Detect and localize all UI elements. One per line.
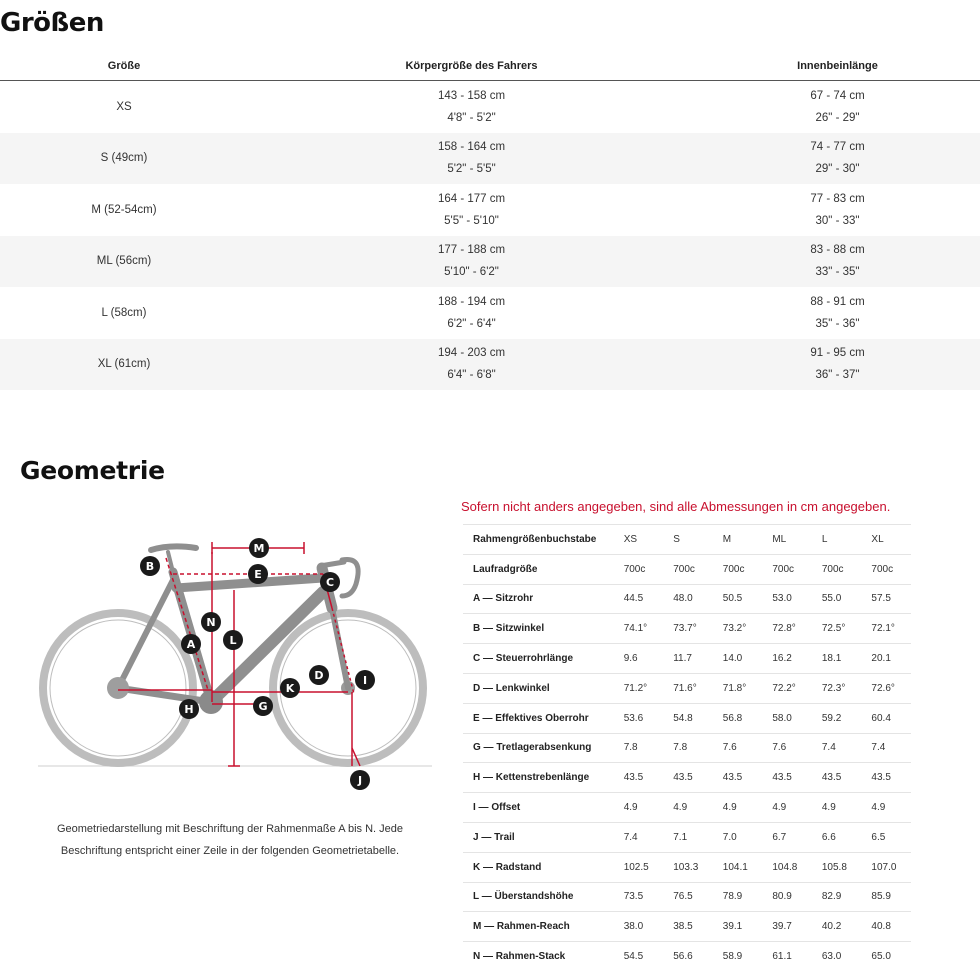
geometry-value: 60.4 — [861, 703, 911, 733]
header-inseam: Innenbeinlänge — [695, 52, 980, 81]
geometry-value: 59.2 — [812, 703, 862, 733]
geometry-value: 72.8° — [762, 614, 812, 644]
geometry-value: 72.1° — [861, 614, 911, 644]
rider-height-cm: 158 - 164 cm — [437, 141, 506, 154]
header-rider-height: Körpergröße des Fahrers — [248, 52, 695, 81]
geometry-row — [463, 554, 911, 584]
header-size: Größe — [0, 52, 248, 81]
geometry-value: 7.6 — [713, 733, 763, 763]
size-table-header — [0, 52, 980, 81]
rider-height-cell — [248, 133, 695, 185]
cassette — [107, 677, 129, 699]
geometry-value: 57.5 — [861, 584, 911, 614]
geometry-value: 40.2 — [812, 912, 862, 942]
geometry-value: 11.7 — [663, 644, 713, 674]
geometry-value: 43.5 — [713, 763, 763, 793]
geometry-value: 4.9 — [812, 793, 862, 823]
geometry-value: 38.0 — [614, 912, 664, 942]
size-table-body — [0, 81, 980, 391]
geometry-value: 76.5 — [663, 882, 713, 912]
svg-text:D: D — [314, 669, 324, 682]
geometry-row — [463, 614, 911, 644]
geometry-value: 73.5 — [614, 882, 664, 912]
geometry-value: 104.1 — [713, 852, 763, 882]
geometry-row-label: A — Sitzrohr — [463, 584, 614, 614]
rider-height-cm: 188 - 194 cm — [437, 295, 506, 308]
label-g-icon — [253, 696, 273, 716]
size-label: XS — [116, 100, 132, 113]
inseam-in: 26" - 29" — [815, 111, 860, 124]
geometry-row-label: D — Lenkwinkel — [463, 673, 614, 703]
geometry-value: 43.5 — [663, 763, 713, 793]
size-row — [0, 133, 980, 185]
geometry-value: 43.5 — [762, 763, 812, 793]
geometry-value: 105.8 — [812, 852, 862, 882]
geometry-row — [463, 822, 911, 852]
geometry-value: 6.5 — [861, 822, 911, 852]
svg-text:G: G — [258, 700, 268, 713]
geometry-value: 6.6 — [812, 822, 862, 852]
rider-height-cm: 177 - 188 cm — [437, 244, 506, 257]
label-n-icon — [201, 612, 221, 632]
column-size: ML — [762, 525, 812, 555]
svg-text:K: K — [285, 682, 295, 695]
geometry-value: 54.5 — [614, 942, 664, 971]
geometry-row — [463, 733, 911, 763]
inseam-cm: 88 - 91 cm — [810, 295, 865, 308]
geometry-value: 80.9 — [762, 882, 812, 912]
geometry-row — [463, 852, 911, 882]
geometry-value: 700c — [663, 554, 713, 584]
geometry-value: 74.1° — [614, 614, 664, 644]
label-j-icon — [350, 770, 370, 790]
caption-line-2: Beschriftung entspricht einer Zeile in der folgenden Geometrietabelle. — [60, 845, 400, 857]
geometry-value: 50.5 — [713, 584, 763, 614]
size-row — [0, 287, 980, 339]
geometry-value: 7.8 — [663, 733, 713, 763]
geometry-value: 102.5 — [614, 852, 664, 882]
bike-geometry-diagram — [36, 530, 436, 800]
label-b-icon — [140, 556, 160, 576]
size-cell — [0, 133, 248, 185]
inseam-cell — [695, 184, 980, 236]
size-label: XL (61cm) — [97, 358, 151, 371]
geometry-row-label: N — Rahmen-Stack — [463, 942, 614, 971]
inseam-cell — [695, 133, 980, 185]
inseam-cell — [695, 236, 980, 288]
sizes-title: Größen — [0, 8, 104, 38]
column-size: S — [663, 525, 713, 555]
geometry-row-label: G — Tretlagerabsenkung — [463, 733, 614, 763]
column-size: L — [812, 525, 862, 555]
geometry-row-label: E — Effektives Oberrohr — [463, 703, 614, 733]
geometry-value: 61.1 — [762, 942, 812, 971]
geometry-value: 20.1 — [861, 644, 911, 674]
inseam-in: 30" - 33" — [815, 214, 860, 227]
geometry-row-label: L — Überstandshöhe — [463, 882, 614, 912]
geometry-value: 43.5 — [614, 763, 664, 793]
label-h-icon — [179, 699, 199, 719]
geometry-value: 82.9 — [812, 882, 862, 912]
rider-height-cm: 143 - 158 cm — [437, 89, 506, 102]
size-cell — [0, 287, 248, 339]
geometry-table-body — [463, 525, 911, 971]
rider-height-ft: 5'2" - 5'5" — [447, 163, 496, 176]
geometry-row — [463, 763, 911, 793]
geometry-value: 55.0 — [812, 584, 862, 614]
rider-height-cell — [248, 339, 695, 391]
geometry-value: 58.9 — [713, 942, 763, 971]
inseam-cm: 91 - 95 cm — [810, 347, 865, 360]
rider-height-cell — [248, 236, 695, 288]
size-cell — [0, 81, 248, 133]
geometry-row — [463, 673, 911, 703]
label-a-icon — [181, 634, 201, 654]
geometry-value: 9.6 — [614, 644, 664, 674]
geometry-value: 40.8 — [861, 912, 911, 942]
geometry-value: 53.0 — [762, 584, 812, 614]
geometry-value: 73.7° — [663, 614, 713, 644]
geometry-row-label: C — Steuerrohrlänge — [463, 644, 614, 674]
size-table — [0, 52, 980, 390]
geometry-header-label: Rahmengrößenbuchstabe — [463, 525, 614, 555]
svg-text:M: M — [253, 542, 265, 555]
svg-text:N: N — [206, 616, 216, 629]
size-row — [0, 184, 980, 236]
size-label: L (58cm) — [101, 306, 147, 319]
geometry-value: 39.1 — [713, 912, 763, 942]
geometry-row — [463, 912, 911, 942]
column-size: XL — [861, 525, 911, 555]
crank — [199, 690, 223, 714]
geometry-value: 700c — [614, 554, 664, 584]
label-c-icon — [320, 572, 340, 592]
column-size: M — [713, 525, 763, 555]
geometry-row-label: I — Offset — [463, 793, 614, 823]
geometry-row — [463, 584, 911, 614]
inseam-in: 33" - 35" — [815, 266, 860, 279]
geometry-value: 4.9 — [614, 793, 664, 823]
svg-text:B: B — [145, 560, 155, 573]
geometry-value: 72.3° — [812, 673, 862, 703]
geometry-value: 54.8 — [663, 703, 713, 733]
geometry-value: 39.7 — [762, 912, 812, 942]
geometry-value: 71.2° — [614, 673, 664, 703]
geometry-row-label: Laufradgröße — [463, 554, 614, 584]
geometry-value: 43.5 — [812, 763, 862, 793]
size-cell — [0, 236, 248, 288]
inseam-in: 29" - 30" — [815, 163, 860, 176]
label-k-icon — [280, 678, 300, 698]
geometry-value: 71.6° — [663, 673, 713, 703]
geometry-row-label: J — Trail — [463, 822, 614, 852]
size-row — [0, 236, 980, 288]
size-label: S (49cm) — [100, 152, 148, 165]
geometry-value: 103.3 — [663, 852, 713, 882]
inseam-cm: 74 - 77 cm — [810, 141, 865, 154]
size-label: ML (56cm) — [96, 255, 152, 268]
geometry-value: 72.6° — [861, 673, 911, 703]
geometry-value: 4.9 — [861, 793, 911, 823]
geometry-row — [463, 882, 911, 912]
geometry-value: 104.8 — [762, 852, 812, 882]
column-size: XS — [614, 525, 664, 555]
geometry-value: 700c — [861, 554, 911, 584]
geometry-value: 4.9 — [713, 793, 763, 823]
rider-height-cell — [248, 81, 695, 133]
svg-text:J: J — [357, 774, 363, 787]
geometry-value: 4.9 — [762, 793, 812, 823]
inseam-cm: 77 - 83 cm — [810, 192, 865, 205]
size-label: M (52-54cm) — [91, 203, 157, 216]
geometry-row-label: K — Radstand — [463, 852, 614, 882]
label-d-icon — [309, 665, 329, 685]
inseam-cell — [695, 81, 980, 133]
rider-height-cm: 194 - 203 cm — [437, 347, 506, 360]
rider-height-cell — [248, 287, 695, 339]
geometry-value: 7.4 — [614, 822, 664, 852]
rider-height-cm: 164 - 177 cm — [437, 192, 506, 205]
svg-text:C: C — [325, 576, 335, 589]
geometry-value: 53.6 — [614, 703, 664, 733]
size-row — [0, 81, 980, 133]
geometry-value: 56.6 — [663, 942, 713, 971]
rider-height-cell — [248, 184, 695, 236]
inseam-in: 36" - 37" — [815, 369, 860, 382]
rider-height-ft: 4'8" - 5'2" — [447, 111, 496, 124]
geometry-value: 7.0 — [713, 822, 763, 852]
label-l-icon — [223, 630, 243, 650]
rider-height-ft: 5'5" - 5'10" — [444, 214, 499, 227]
geometry-value: 72.5° — [812, 614, 862, 644]
inseam-cell — [695, 339, 980, 391]
inseam-cm: 67 - 74 cm — [810, 89, 865, 102]
geometry-value: 58.0 — [762, 703, 812, 733]
geometry-value: 7.1 — [663, 822, 713, 852]
geometry-value: 7.4 — [812, 733, 862, 763]
geometry-value: 7.8 — [614, 733, 664, 763]
rider-height-ft: 6'2" - 6'4" — [447, 317, 496, 330]
geometry-value: 4.9 — [663, 793, 713, 823]
diagram-caption — [30, 818, 430, 862]
geometry-title: Geometrie — [20, 456, 165, 485]
size-row — [0, 339, 980, 391]
geometry-value: 43.5 — [861, 763, 911, 793]
geometry-row-label: H — Kettenstrebenlänge — [463, 763, 614, 793]
geometry-value: 107.0 — [861, 852, 911, 882]
geometry-value: 56.8 — [713, 703, 763, 733]
inseam-cm: 83 - 88 cm — [810, 244, 865, 257]
geometry-value: 44.5 — [614, 584, 664, 614]
geometry-value: 72.2° — [762, 673, 812, 703]
geometry-row — [463, 703, 911, 733]
geometry-row-label: M — Rahmen-Reach — [463, 912, 614, 942]
svg-text:A: A — [186, 638, 196, 651]
geometry-row — [463, 793, 911, 823]
geometry-value: 6.7 — [762, 822, 812, 852]
geometry-value: 14.0 — [713, 644, 763, 674]
geometry-row — [463, 942, 911, 971]
inseam-in: 35" - 36" — [815, 317, 860, 330]
geometry-value: 85.9 — [861, 882, 911, 912]
geometry-value: 7.6 — [762, 733, 812, 763]
geometry-value: 63.0 — [812, 942, 862, 971]
geometry-value: 700c — [713, 554, 763, 584]
inseam-cell — [695, 287, 980, 339]
geometry-value: 700c — [762, 554, 812, 584]
size-cell — [0, 339, 248, 391]
geometry-value: 7.4 — [861, 733, 911, 763]
geometry-row-label: B — Sitzwinkel — [463, 614, 614, 644]
geometry-value: 16.2 — [762, 644, 812, 674]
geometry-value: 78.9 — [713, 882, 763, 912]
rider-height-ft: 6'4" - 6'8" — [447, 369, 496, 382]
rider-height-ft: 5'10" - 6'2" — [444, 266, 499, 279]
geometry-value: 71.8° — [713, 673, 763, 703]
svg-text:H: H — [184, 703, 194, 716]
geometry-header-row — [463, 525, 911, 555]
geometry-row — [463, 644, 911, 674]
label-i-icon — [355, 670, 375, 690]
size-cell — [0, 184, 248, 236]
svg-text:L: L — [229, 634, 237, 647]
units-note: Sofern nicht anders angegeben, sind alle Abmessungen in cm angegeben. — [461, 499, 891, 514]
caption-line-1: Geometriedarstellung mit Beschriftung der Rahmenmaße A bis N. Jede — [56, 823, 404, 835]
geometry-value: 18.1 — [812, 644, 862, 674]
geometry-value: 700c — [812, 554, 862, 584]
geometry-value: 65.0 — [861, 942, 911, 971]
svg-text:E: E — [254, 568, 262, 581]
geometry-table — [463, 524, 911, 971]
label-e-icon — [248, 564, 268, 584]
geometry-value: 38.5 — [663, 912, 713, 942]
svg-text:I: I — [362, 674, 368, 687]
geometry-value: 73.2° — [713, 614, 763, 644]
geometry-value: 48.0 — [663, 584, 713, 614]
label-m-icon — [249, 538, 269, 558]
